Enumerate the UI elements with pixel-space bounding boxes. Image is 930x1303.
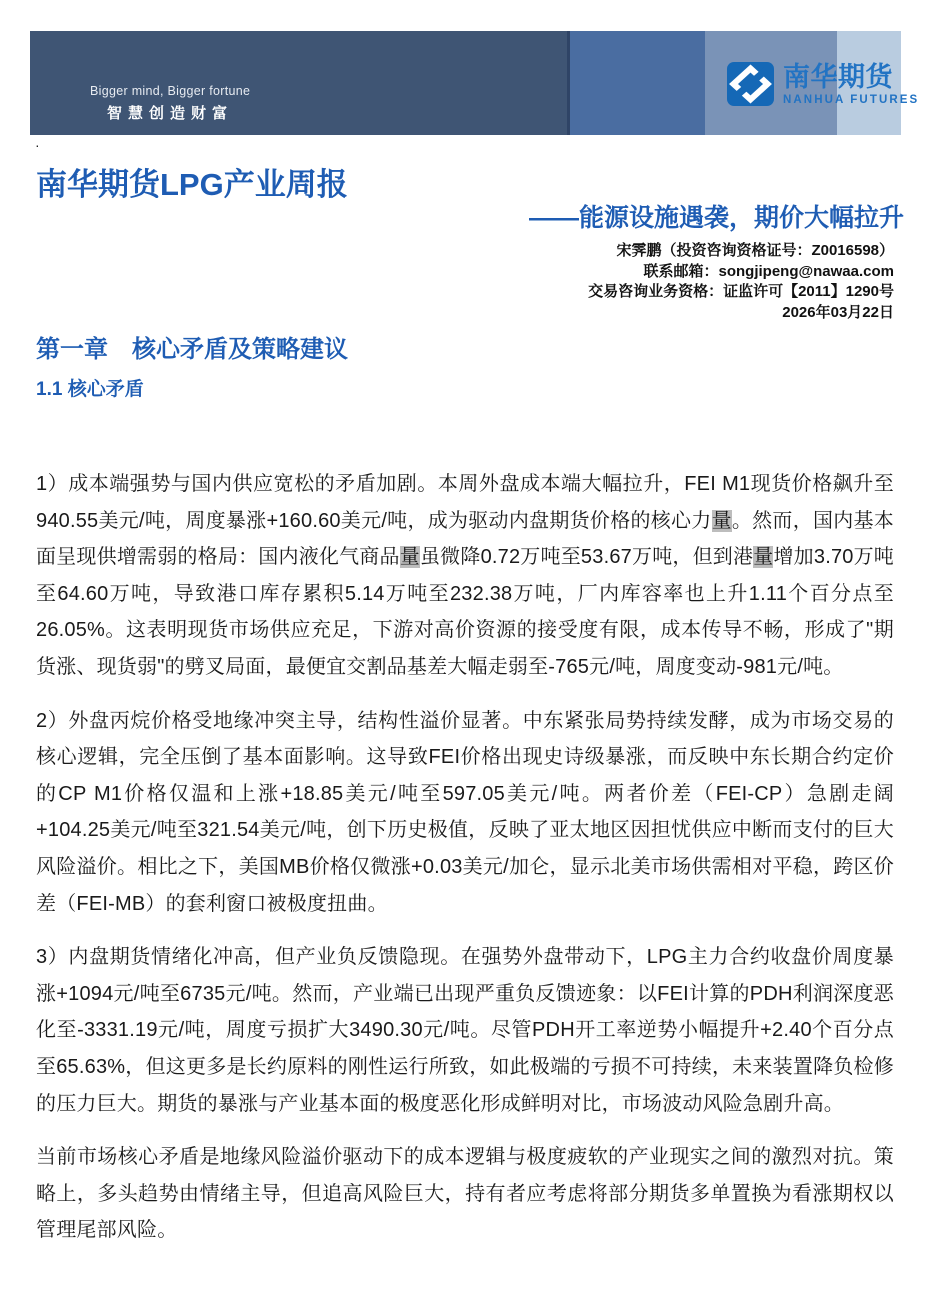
paragraph-text: 2）外盘丙烷价格受地缘冲突主导，结构性溢价显著。中东紧张局势持续发酵，成为市场交易的核心逻辑，完全压倒了基本面影响。这导致FEI价格出现史诗级暴涨，而反映中东长期合约定价的CP M1价格仅温和上涨+18.85美元/吨至597.05美元/吨。两者价差（FEI-CP）急剧走阔+104.25美元/吨至321.54美元/吨，创下历史极值，反映了亚太地区因担忧供应中断而支付的巨大风险溢价。相比之下，美国MB价格仅微涨+0.03美元/加仑，显示北美市场供需相对平稳，跨区价差（FEI-MB）的套利窗口被极度扭曲。 (36, 709, 894, 915)
email-line: 联系邮箱：songjipeng@nawaa.com (643, 262, 894, 280)
paragraph-text: 3）内盘期货情绪化冲高，但产业负反馈隐现。在强势外盘带动下，LPG主力合约收盘价周度暴涨+1094元/吨至6735元/吨。然而，产业端已出现严重负反馈迹象：以FEI计算的PDH利润深度恶化至-3331.19元/吨，周度亏损扩大3490.30元/吨。尽管PDH开工率逆势小幅提升+2.40个百分点至65.63%，但这更多是长约原料的刚性运行所致，如此极端的亏损不可持续，未来装置降负检修的压力巨大。期货的暴涨与产业基本面的极度恶化形成鲜明对比，市场波动风险急剧升高。 (36, 946, 894, 1115)
slogan-chinese: 智慧创造财富 (107, 105, 234, 122)
banner-band-medium (570, 31, 705, 135)
report-date: 2026年03月22日 (782, 303, 894, 321)
logo-chinese-name: 南华期货 (783, 62, 893, 92)
banner-band-dark (30, 31, 567, 135)
author-line: 宋霁鹏（投资咨询资格证号：Z0016598） (616, 242, 894, 259)
nanhua-logo-icon (727, 62, 774, 106)
company-slogan (90, 84, 250, 123)
paragraph-text: 当前市场核心矛盾是地缘风险溢价驱动下的成本逻辑与极度疲软的产业现实之间的激烈对抗。策略上，多头趋势由情绪主导，但追高风险巨大，持有者应考虑将部分期货多单置换为看涨期权以管理尾部风险。 (36, 1146, 894, 1242)
logo-text (783, 62, 919, 106)
body-paragraph (36, 939, 894, 1122)
paragraph-text: 1）成本端强势与国内供应宽松的矛盾加剧。本周外盘成本端大幅拉升，FEI M1现货价格飙升至940.55美元/吨，周度暴涨+160.60美元/吨，成为驱动内盘期货价格的核心力 (36, 473, 894, 532)
paragraph-text: 虽微降0.72万吨至53.67万吨，但到港 (419, 546, 754, 569)
highlighted-char: 量 (711, 509, 732, 532)
logo-english-name: NANHUA FUTURES (783, 94, 920, 106)
body-paragraph (36, 1139, 894, 1249)
highlighted-char: 量 (753, 546, 774, 569)
paragraph-text: 。然而，国内基本面呈现供增需弱的格局：国内液化气商品 (36, 509, 894, 569)
section-heading: 1.1 核心矛盾 (36, 379, 144, 400)
highlighted-char: 量 (399, 546, 420, 569)
body-paragraph (36, 703, 894, 923)
body-paragraph (36, 466, 894, 686)
slogan-english: Bigger mind, Bigger fortune (90, 84, 251, 98)
paragraph-text: 增加3.70万吨至64.60万吨，导致港口库存累积5.14万吨至232.38万吨，厂内库容率也上升1.11个百分点至26.05%。这表明现货市场供应充足，下游对高价资源的接受度有限，成本传导不畅，形成了"期货涨、现货弱"的劈叉局面，最便宜交割品基差大幅走弱至-765元/吨，周度变动-981元/吨。 (36, 546, 895, 678)
stray-dot: · (35, 137, 40, 153)
report-title: 南华期货LPG产业周报 (36, 167, 348, 202)
author-info (588, 241, 894, 323)
company-logo (727, 62, 919, 106)
body-paragraphs (36, 466, 894, 1266)
qualification-line: 交易咨询业务资格：证监许可【2011】1290号 (588, 283, 894, 300)
chapter-heading: 第一章 核心矛盾及策略建议 (36, 336, 348, 363)
report-subtitle: ——能源设施遇袭，期价大幅拉升 (528, 204, 904, 232)
